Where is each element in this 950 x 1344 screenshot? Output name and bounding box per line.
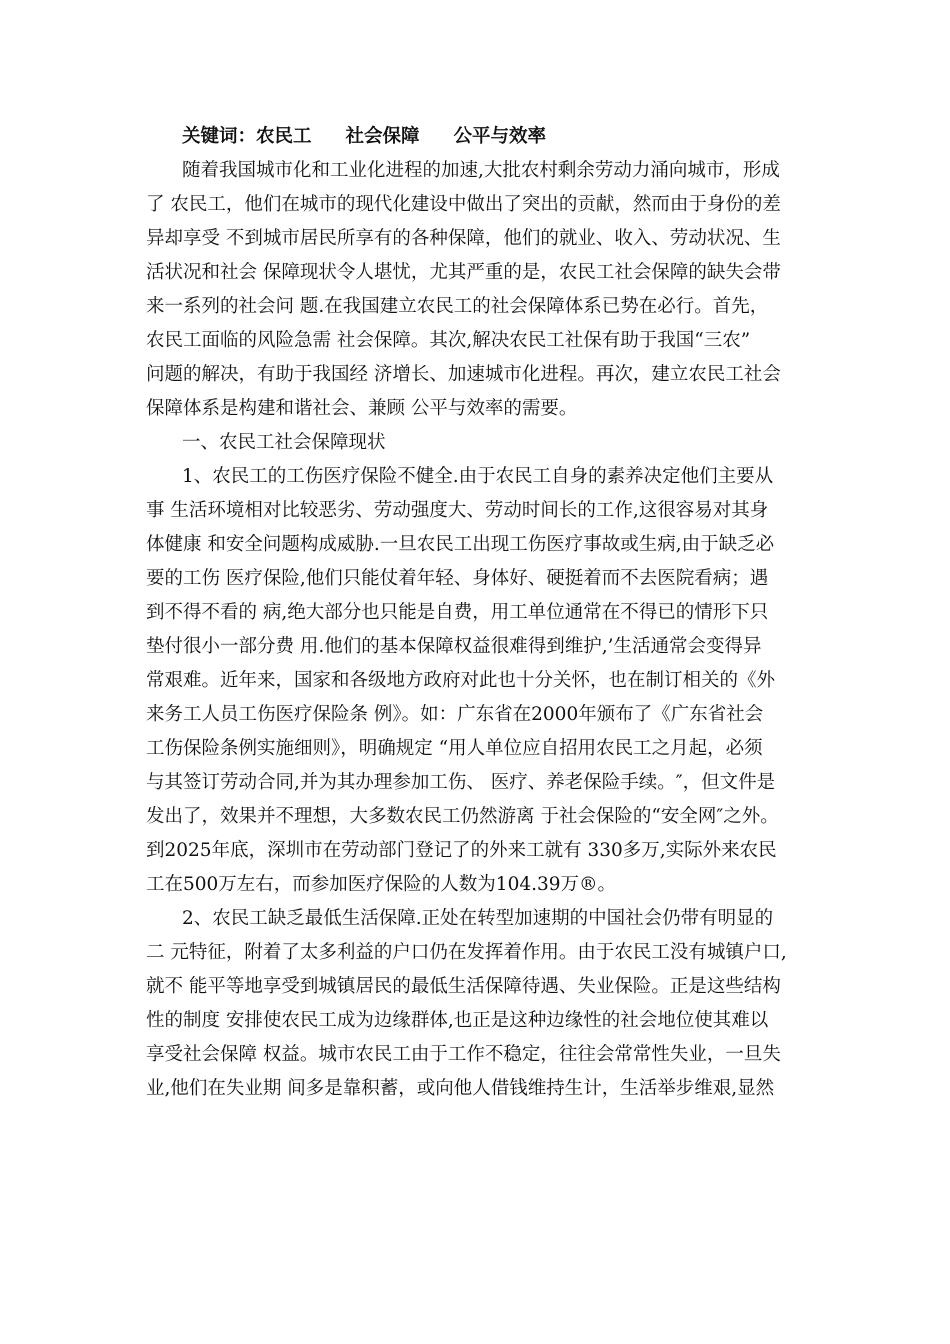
text-line: 随着我国城市化和工业化进程的加速,大批农村剩余劳动力涌向城市，形成 — [182, 160, 780, 181]
text-line: 问题的解决，有助于我国经 济增长、加速城市化进程。再次，建立农民工社会 — [146, 364, 781, 385]
paragraph-lines — [146, 154, 806, 1106]
text-line: 农民工面临的风险急需 社会保障。其次,解决农民工社保有助于我国“三农” — [146, 330, 751, 351]
text-line: 保障体系是构建和谐社会、兼顾 公平与效率的需要。 — [146, 398, 578, 419]
text-line: 常艰难。近年来，国家和各级地方政府对此也十分关怀，也在制订相关的《外 — [146, 670, 776, 691]
text-line: 到不得不看的 病,绝大部分也只能是自费，用工单位通常在不得已的情形下只 — [146, 602, 769, 623]
text-line: 事 生活环境相对比较恶劣、劳动强度大、劳动时间长的工作,这很容易对其身 — [146, 500, 769, 521]
text-line: 一、农民工社会保障现状 — [182, 432, 386, 453]
keywords-line — [146, 120, 806, 154]
text-line: 享受社会保障 权益。城市农民工由于工作不稳定，往往会常常性失业，一旦失 — [146, 1044, 781, 1065]
text-line: 就不 能平等地享受到城镇居民的最低生活保障待遇、失业保险。正是这些结构 — [146, 976, 781, 997]
text-line: 了 农民工，他们在城市的现代化建设中做出了突出的贡献，然而由于身份的差 — [146, 194, 781, 215]
text-line: 来务工人员工伤医疗保险条 例》。如：广东省在2000年颁布了《广东省社会 — [146, 704, 764, 725]
keyword-1: 农民工 — [256, 126, 312, 147]
text-line: 1、农民工的工伤医疗保险不健全.由于农民工自身的素养决定他们主要从 — [182, 466, 774, 487]
text-line: 工在500万左右，而参加医疗保险的人数为104.39万®。 — [146, 874, 617, 895]
text-line: 工伤保险条例实施细则》，明确规定 “用人单位应自招用农民工之月起，必须 — [146, 738, 763, 759]
text-line: 活状况和社会 保障现状令人堪忧，尤其严重的是，农民工社会保障的缺失会带 — [146, 262, 781, 283]
text-line: 发出了，效果并不理想，大多数农民工仍然游离 于社会保险的“安全网″之外。 — [146, 806, 779, 827]
keyword-3: 公平与效率 — [453, 126, 547, 147]
text-line: 异却享受 不到城市居民所享有的各种保障，他们的就业、收入、劳动状况、生 — [146, 228, 781, 249]
text-line: 到2025年底，深圳市在劳动部门登记了的外来工就有 330多万,实际外来农民 — [146, 840, 777, 861]
keyword-2: 社会保障 — [345, 126, 420, 147]
text-line: 性的制度 安排使农民工成为边缘群体,也正是这种边缘性的社会地位使其难以 — [146, 1010, 769, 1031]
text-line: 2、农民工缺乏最低生活保障.正处在转型加速期的中国社会仍带有明显的 — [182, 908, 774, 929]
keywords-label: 关键词： — [182, 126, 257, 147]
text-line: 垫付很小一部分费 用.他们的基本保障权益很难得到维护,’生活通常会变得异 — [146, 636, 762, 657]
text-line: 要的工伤 医疗保险,他们只能仗着年轻、身体好、硬挺着而不去医院看病；遇 — [146, 568, 769, 589]
body-text — [146, 120, 806, 1106]
text-line: 与其签订劳动合同,并为其办理参加工伤、 医疗、养老保险手续。″，但文件是 — [146, 772, 776, 793]
text-line: 业,他们在失业期 间多是靠积蓄，或向他人借钱维持生计，生活举步维艰,显然 — [146, 1078, 775, 1099]
text-line: 二 元特征，附着了太多利益的户口仍在发挥着作用。由于农民工没有城镇户口, — [146, 942, 787, 963]
text-line: 来一系列的社会问 题.在我国建立农民工的社会保障体系已势在必行。首先， — [146, 296, 769, 317]
text-line: 体健康 和安全问题构成威胁.一旦农民工出现工伤医疗事故或生病,由于缺乏必 — [146, 534, 775, 555]
